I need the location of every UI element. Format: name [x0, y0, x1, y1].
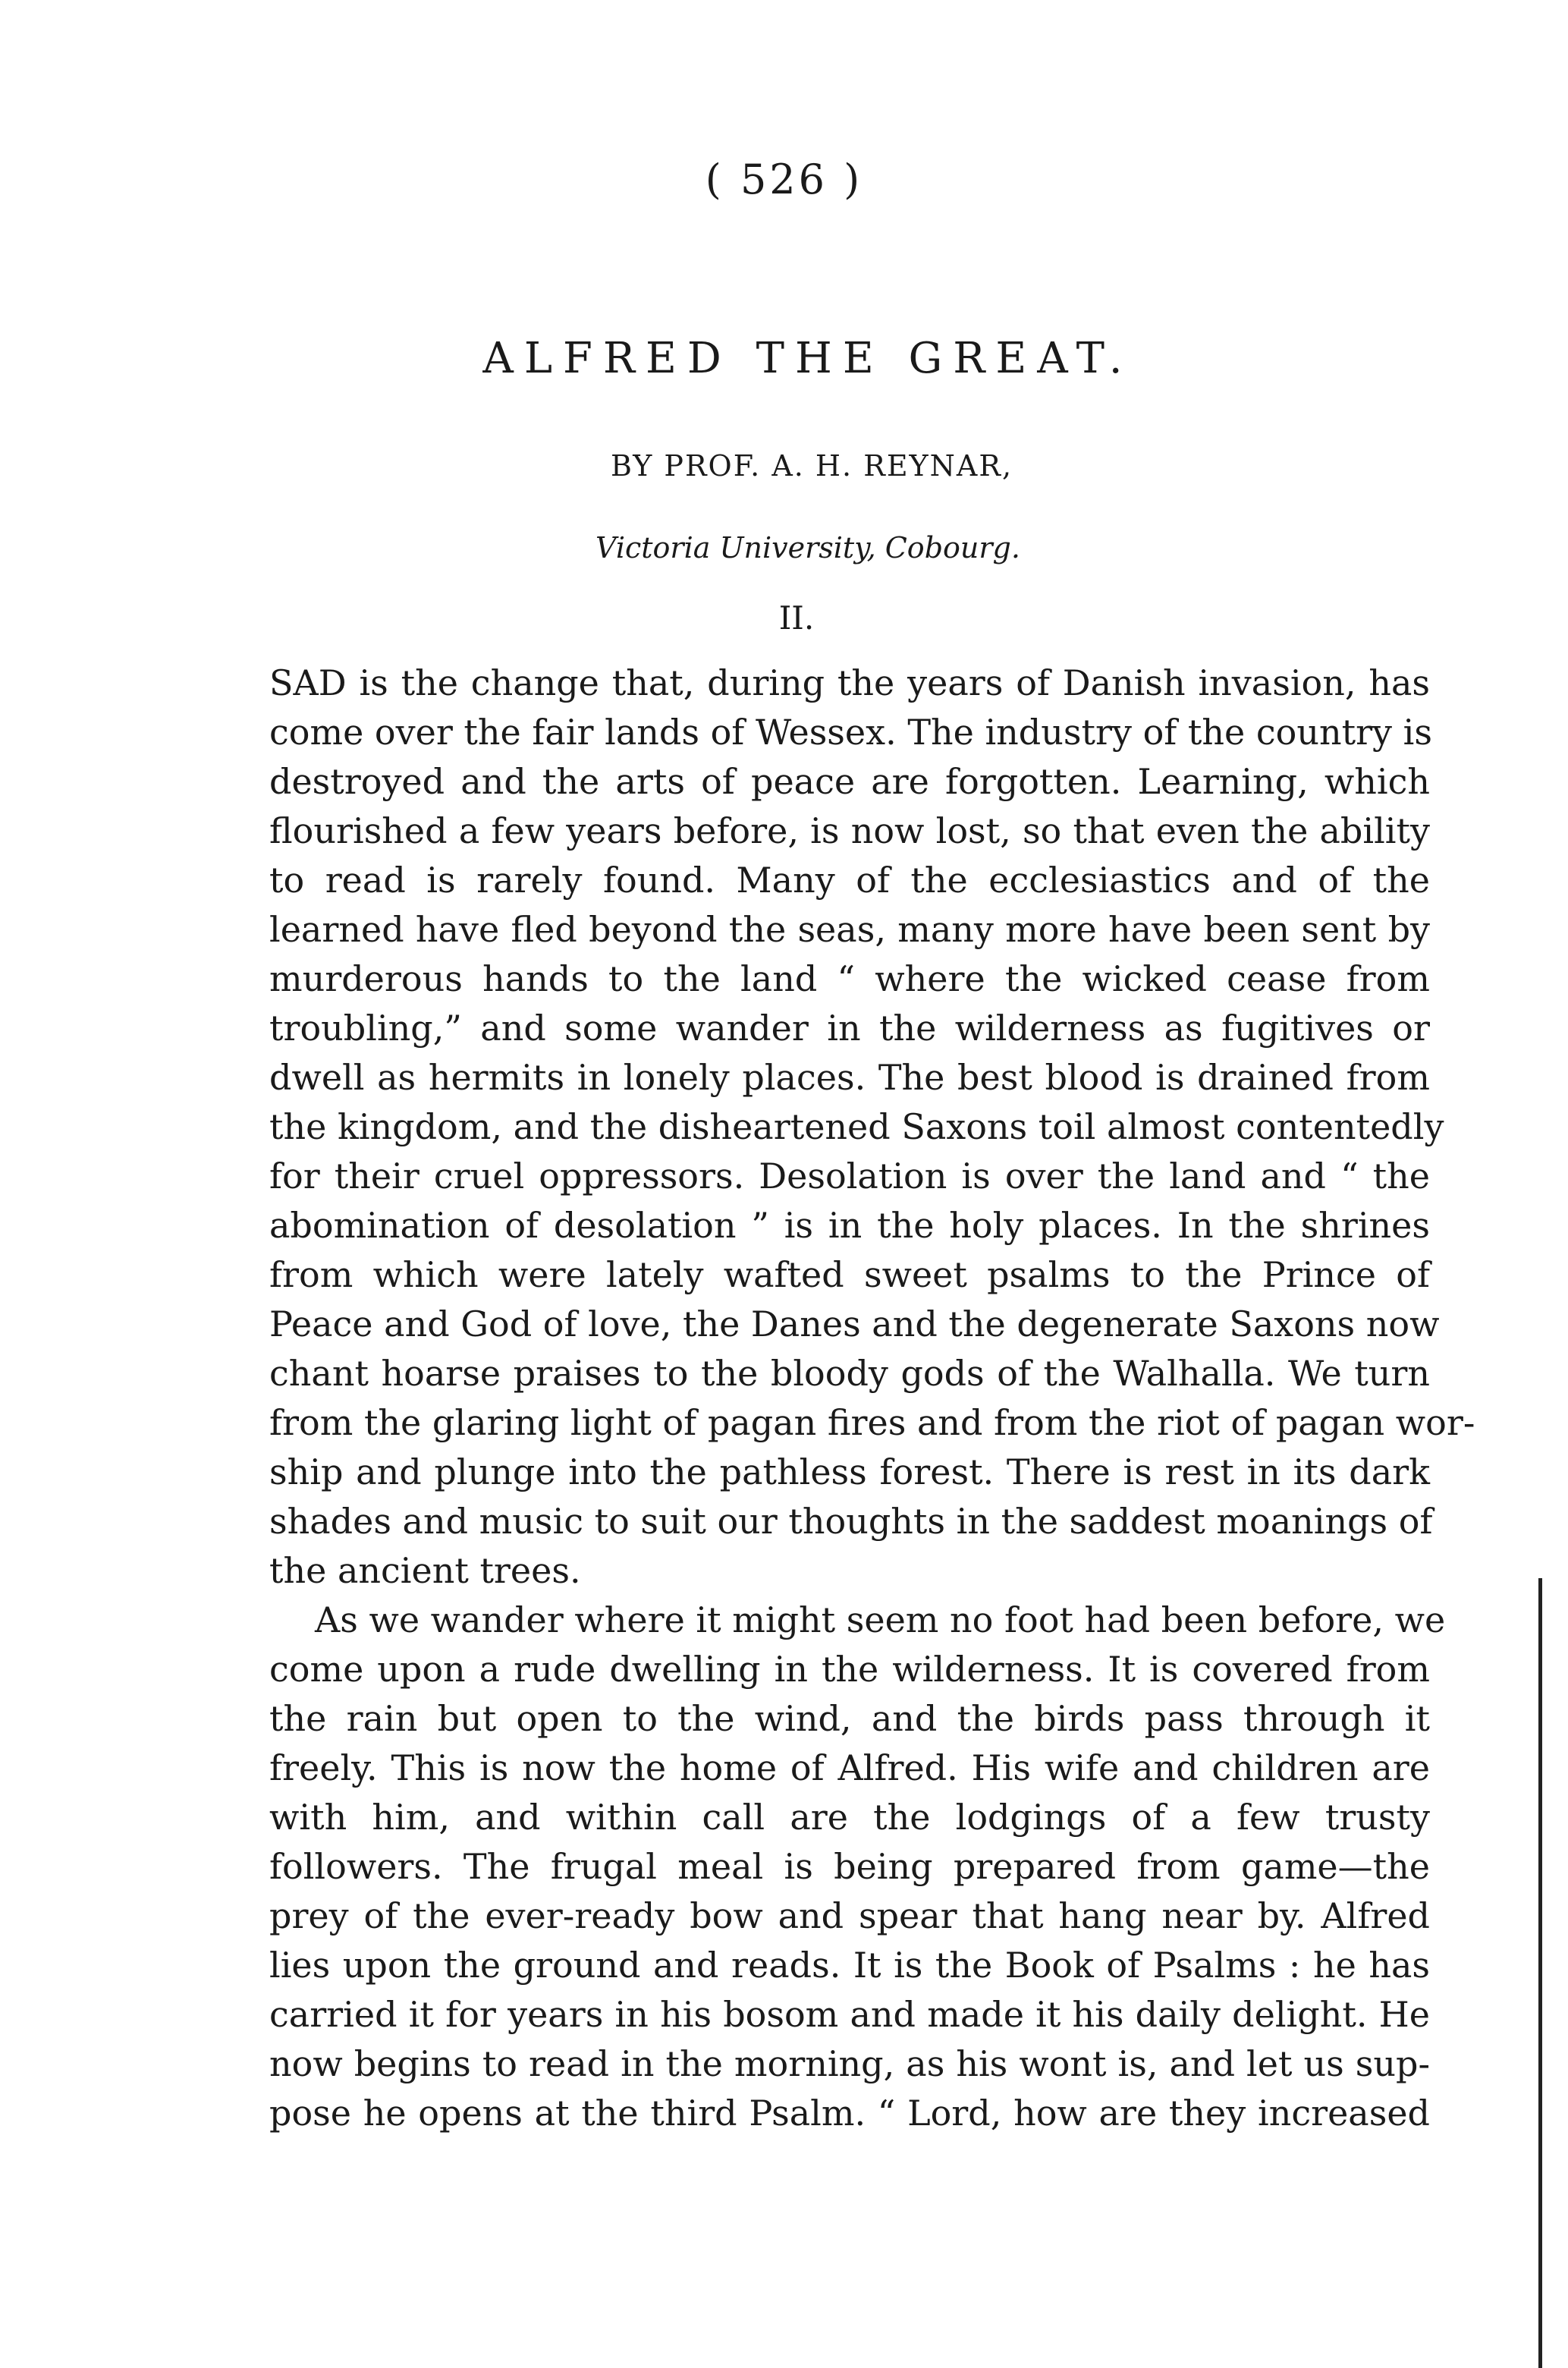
- text-line: prey of the ever-ready bow and spear that hang near by. Alfred: [269, 1895, 1430, 1936]
- text-line: flourished a few years before, is now lost, so that even the ability: [269, 810, 1430, 851]
- page-number: ( 526 ): [705, 156, 863, 203]
- article-body: [269, 659, 1475, 2138]
- text-line: freely. This is now the home of Alfred. His wife and children are: [269, 1747, 1430, 1788]
- text-line: now begins to read in the morning, as his wont is, and let us sup-: [269, 2043, 1430, 2084]
- text-line: pose he opens at the third Psalm. “ Lord, how are they increased: [269, 2093, 1430, 2134]
- text-line: carried it for years in his bosom and made it his daily delight. He: [269, 1994, 1430, 2035]
- text-line: from which were lately wafted sweet psalms to the Prince of: [269, 1254, 1430, 1295]
- text-line: followers. The frugal meal is being prepared from game—the: [269, 1846, 1430, 1887]
- text-line: with him, and within call are the lodgings of a few trusty: [269, 1797, 1430, 1838]
- text-line: for their cruel oppressors. Desolation is over the land and “ the: [269, 1156, 1430, 1197]
- text-line: the rain but open to the wind, and the birds pass through it: [269, 1698, 1430, 1739]
- scan-edge-mark: [1538, 1578, 1542, 2368]
- text-line: shades and music to suit our thoughts in the saddest moanings of: [269, 1501, 1433, 1542]
- text-line: Peace and God of love, the Danes and the degenerate Saxons now: [269, 1304, 1440, 1344]
- text-line: troubling,” and some wander in the wilderness as fugitives or: [269, 1008, 1430, 1049]
- text-line: come over the fair lands of Wessex. The industry of the country is: [269, 712, 1432, 753]
- text-line: come upon a rude dwelling in the wilderness. It is covered from: [269, 1649, 1430, 1690]
- author-byline: BY PROF. A. H. REYNAR,: [610, 449, 1013, 483]
- text-line: from the glaring light of pagan fires and from the riot of pagan wor-: [269, 1402, 1475, 1443]
- text-line: SAD is the change that, during the years of Danish invasion, has: [269, 662, 1430, 703]
- text-line: As we wander where it might seem no foot had been before, we: [315, 1599, 1446, 1640]
- text-line: the ancient trees.: [269, 1550, 581, 1591]
- author-affiliation: Victoria University, Cobourg.: [595, 531, 1020, 564]
- text-line: to read is rarely found. Many of the ecclesiastics and of the: [269, 860, 1430, 901]
- text-line: dwell as hermits in lonely places. The best blood is drained from: [269, 1057, 1430, 1098]
- text-line: murderous hands to the land “ where the wicked cease from: [269, 958, 1430, 999]
- text-line: the kingdom, and the disheartened Saxons toil almost contentedly: [269, 1106, 1444, 1147]
- article-title: ALFRED THE GREAT.: [482, 334, 1133, 383]
- text-line: destroyed and the arts of peace are forgotten. Learning, which: [269, 761, 1430, 802]
- text-line: lies upon the ground and reads. It is the Book of Psalms : he has: [269, 1945, 1430, 1986]
- text-line: ship and plunge into the pathless forest. There is rest in its dark: [269, 1451, 1430, 1492]
- section-number: II.: [778, 599, 815, 637]
- text-line: chant hoarse praises to the bloody gods of the Walhalla. We turn: [269, 1353, 1430, 1394]
- text-line: abomination of desolation ” is in the holy places. In the shrines: [269, 1205, 1430, 1246]
- text-line: learned have fled beyond the seas, many more have been sent by: [269, 909, 1430, 950]
